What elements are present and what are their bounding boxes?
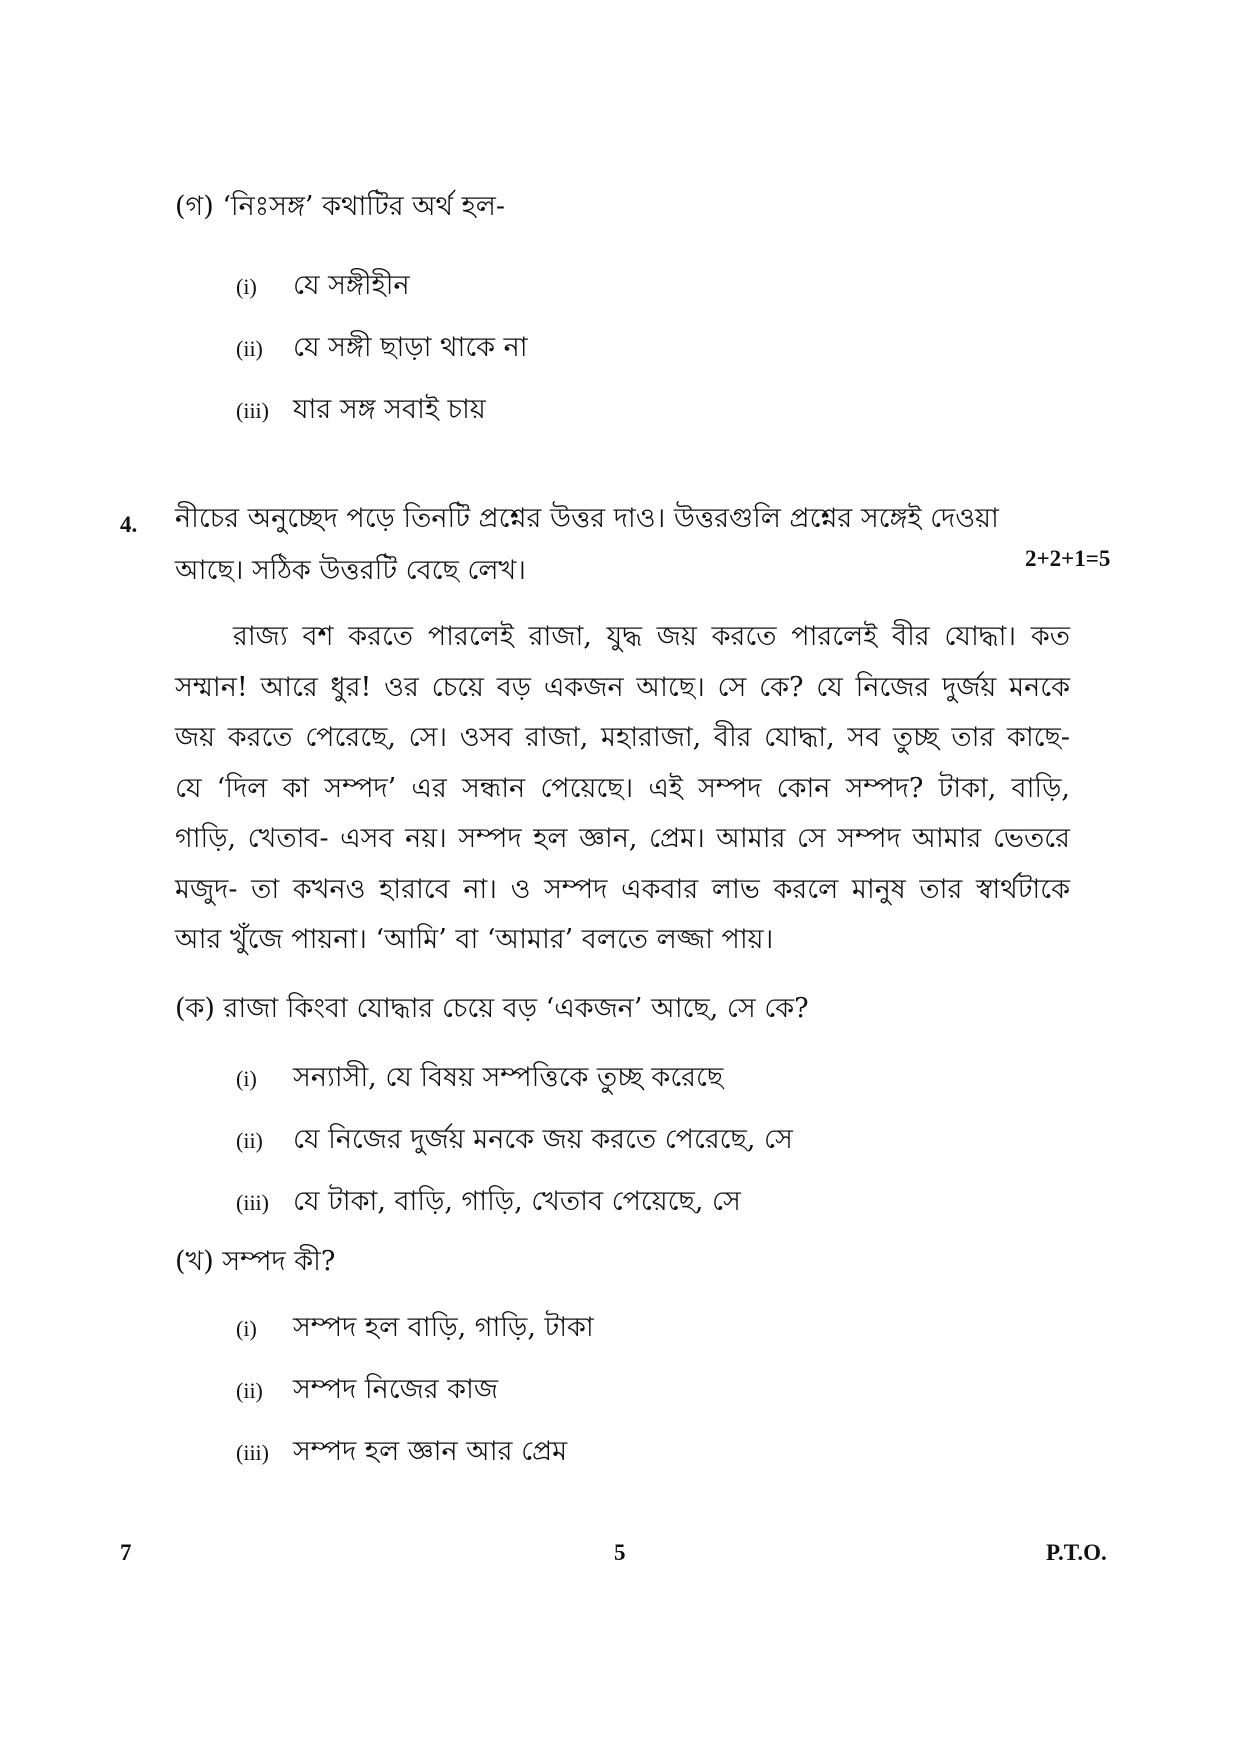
question-kha-stem: (খ) সম্পদ কী? [175, 1246, 336, 1277]
passage-line: জয় করতে পেরেছে, সে। ওসব রাজা, মহারাজা, বীর যোদ্ধা, সব তুচ্ছ তার কাছে- [175, 722, 1070, 753]
option-text: যার সঙ্গ সবাই চায় [293, 394, 486, 425]
passage-line: মজুদ- তা কখনও হারাবে না। ও সম্পদ একবার লাভ করলে মানুষ তার স্বার্থটাকে [175, 873, 1070, 905]
option-number: (i) [236, 1066, 257, 1091]
option-text: সম্পদ হল বাড়ি, গাড়ি, টাকা [293, 1312, 594, 1343]
option-text: যে নিজের দুর্জয় মনকে জয় করতে পেরেছে, সে [293, 1124, 793, 1155]
option-number: (ii) [236, 1128, 263, 1153]
passage-line: রাজ্য বশ করতে পারলেই রাজা, যুদ্ধ জয় করতে পারলেই বীর যোদ্ধা। কত [233, 621, 1070, 652]
footer-code: 7 [120, 1540, 132, 1565]
option-text: যে সঙ্গীহীন [293, 270, 410, 301]
passage [175, 612, 1070, 966]
option-number: (iii) [236, 1190, 269, 1215]
option-number: (iii) [236, 1440, 269, 1465]
option-text: যে সঙ্গী ছাড়া থাকে না [293, 332, 528, 363]
option-number: (i) [236, 1316, 257, 1341]
question-ga-stem: (গ) ‘নিঃসঙ্গ’ কথাটির অর্থ হল- [175, 191, 506, 222]
question-ka-stem: (ক) রাজা কিংবা যোদ্ধার চেয়ে বড় ‘একজন’ আছে, সে কে? [175, 993, 809, 1024]
passage-line: যে ‘দিল কা সম্পদ’ এর সন্ধান পেয়েছে। এই সম্পদ কোন সম্পদ? টাকা, বাড়ি, [175, 772, 1070, 804]
option-number: (ii) [236, 336, 263, 361]
option-text: সম্পদ হল জ্ঞান আর প্রেম [293, 1436, 568, 1467]
option-number: (iii) [236, 398, 269, 423]
question4-instruction-line1: নীচের অনুচ্ছেদ পড়ে তিনটি প্রশ্নের উত্তর দাও। উত্তরগুলি প্রশ্নের সঙ্গেই দেওয়া [175, 503, 999, 534]
option-text: সন্যাসী, যে বিষয় সম্পত্তিকে তুচ্ছ করেছে [293, 1062, 724, 1093]
passage-line: আর খুঁজে পায়না। ‘আমি’ বা ‘আমার’ বলতে লজ্জা পায়। [175, 924, 774, 955]
option-text: যে টাকা, বাড়ি, গাড়ি, খেতাব পেয়েছে, সে [293, 1186, 741, 1217]
page-number: 5 [614, 1540, 626, 1565]
question-number: 4. [120, 512, 138, 537]
marks-label: 2+2+1=5 [1025, 546, 1111, 571]
option-text: সম্পদ নিজের কাজ [293, 1374, 499, 1405]
passage-line: সম্মান! আরে ধুর! ওর চেয়ে বড় একজন আছে। সে কে? যে নিজের দুর্জয় মনকে [175, 671, 1070, 703]
option-number: (ii) [236, 1378, 263, 1403]
passage-line: গাড়ি, খেতাব- এসব নয়। সম্পদ হল জ্ঞান, প্রেম। আমার সে সম্পদ আমার ভেতরে [175, 823, 1070, 854]
option-number: (i) [236, 274, 257, 299]
pto-label: P.T.O. [1046, 1540, 1107, 1565]
question4-instruction-line2: আছে। সঠিক উত্তরটি বেছে লেখ। [175, 555, 526, 586]
